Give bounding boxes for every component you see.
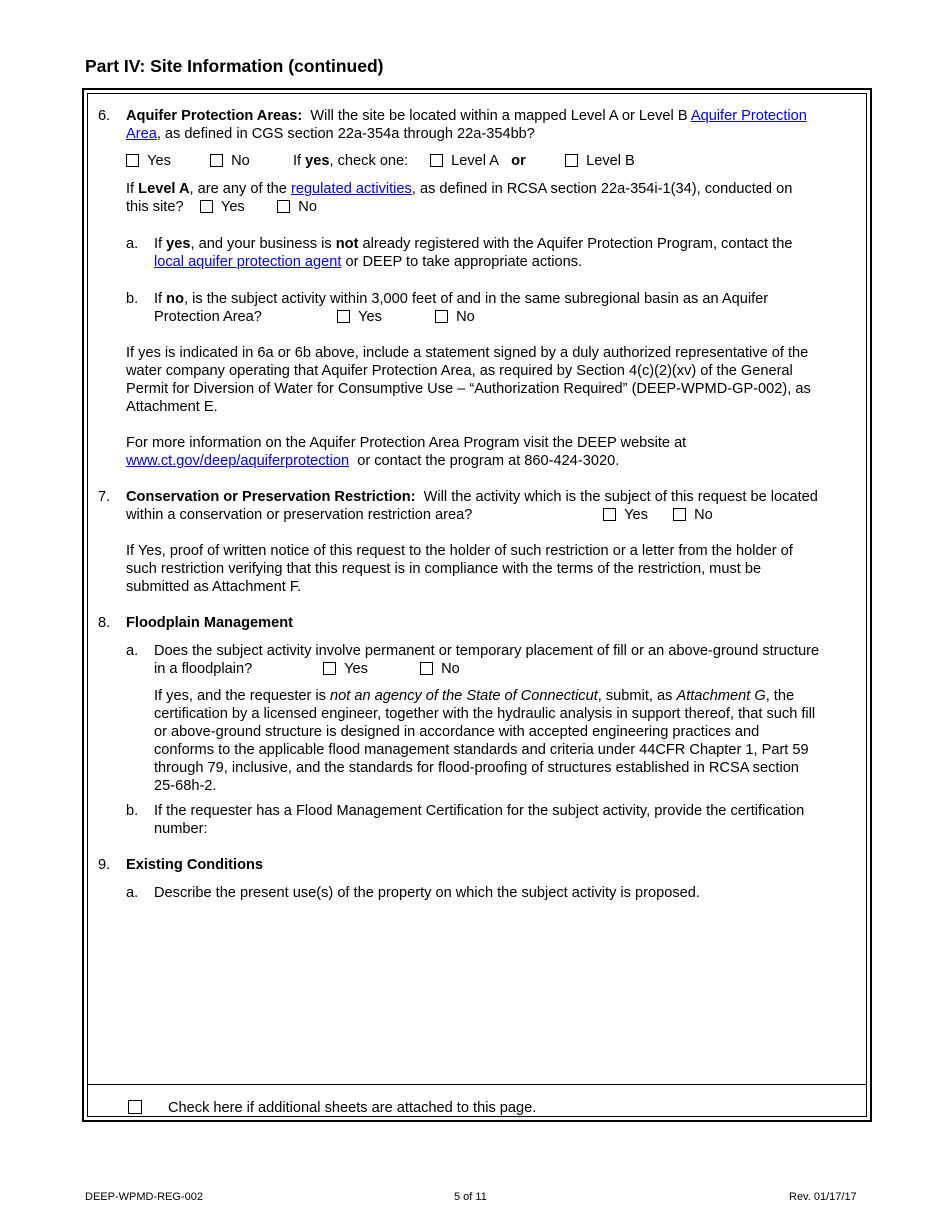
item-8a-no-checkbox[interactable] <box>420 662 433 675</box>
regulated-activities-link[interactable]: regulated activities <box>290 181 412 197</box>
more-info-line1: For more information on the Aquifer Protection Area Program visit the DEEP website at <box>126 435 687 451</box>
attachment-e-text-l3: Permit for Diversion of Water for Consumptive Use – “Authorization Required” (DEEP-WPMD-GP-002), as <box>126 381 811 397</box>
level-a-no-option[interactable]: No <box>277 199 317 215</box>
item-6b-line1: If no, is the subject activity within 3,000 feet of and in the same subregional basin as an Aquifer <box>154 291 769 307</box>
level-a-question-line2: this site? Yes No <box>126 199 317 215</box>
section-7-line1: Conservation or Preservation Restriction: Will the activity which is the subject of this request be located <box>126 489 818 505</box>
additional-sheets-label: Check here if additional sheets are attached to this page. <box>168 1100 537 1116</box>
level-a-yes-checkbox[interactable] <box>200 200 213 213</box>
section-6-heading: Aquifer Protection Areas: <box>126 108 303 124</box>
form-box-inner <box>87 93 867 1117</box>
item-6a-line1: If yes, and your business is not already registered with the Aquifer Protection Program, contact the <box>154 236 793 252</box>
more-info-line2: www.ct.gov/deep/aquiferprotection or contact the program at 860-424-3020. <box>126 453 620 469</box>
form-box <box>82 88 872 1122</box>
additional-sheets-checkbox[interactable] <box>128 1100 142 1114</box>
deep-website-link[interactable]: www.ct.gov/deep/aquiferprotection <box>126 453 350 469</box>
section-7-no-checkbox[interactable] <box>673 508 686 521</box>
divider-line <box>88 1084 866 1085</box>
item-8a-yes-option[interactable]: Yes <box>323 660 368 678</box>
section-8-number: 8. <box>98 615 111 631</box>
section-7-no-option[interactable]: No <box>673 506 713 524</box>
item-6b-no-checkbox[interactable] <box>435 310 448 323</box>
level-check-prompt: If yes, check one: <box>293 153 409 169</box>
item-6b-letter: b. <box>126 291 139 307</box>
yes-label: Yes <box>147 153 171 169</box>
attachment-e-text-l4: Attachment E. <box>126 399 218 415</box>
attachment-g-text-l2: certification by a licensed engineer, together with the hydraulic analysis in support thereof, that such fill <box>154 706 816 722</box>
attachment-g-text-l1: If yes, and the requester is not an agency of the State of Connecticut, submit, as Attachment G, the <box>154 688 795 704</box>
item-6b-yes-checkbox[interactable] <box>337 310 350 323</box>
level-a-no-checkbox[interactable] <box>277 200 290 213</box>
section-7-heading: Conservation or Preservation Restriction: <box>126 489 416 505</box>
level-a-checkbox[interactable] <box>430 154 443 167</box>
additional-sheets-option[interactable] <box>128 1099 142 1117</box>
section-6-number: 6. <box>98 108 111 124</box>
item-9a-text: Describe the present use(s) of the property on which the subject activity is proposed. <box>154 885 700 901</box>
section-6-question: Will the site be located within a mapped Level A or Level B <box>310 108 688 124</box>
item-8b-letter: b. <box>126 803 139 819</box>
attachment-g-text-l4: conforms to the applicable flood management standards and criteria under 44CFR Chapter 1, Part 59 <box>154 742 809 758</box>
item-8a-letter: a. <box>126 643 139 659</box>
item-6a-letter: a. <box>126 236 139 252</box>
attachment-f-text-l1: If Yes, proof of written notice of this request to the holder of such restriction or a letter from the holder of <box>126 543 793 559</box>
item-8a-line2: in a floodplain? <box>154 661 253 677</box>
footer-page-number: 5 of 11 <box>454 1191 487 1203</box>
footer-form-id: DEEP-WPMD-REG-002 <box>85 1191 203 1203</box>
attachment-g-text-l5: through 79, inclusive, and the standards for flood-proofing of structures established in RCSA section <box>154 760 799 776</box>
item-8a-yes-checkbox[interactable] <box>323 662 336 675</box>
section-7-yes-checkbox[interactable] <box>603 508 616 521</box>
section-7-line2: within a conservation or preservation restriction area? <box>126 507 473 523</box>
item-8a-line1: Does the subject activity involve permanent or temporary placement of fill or an above-ground structure <box>154 643 820 659</box>
page-title: Part IV: Site Information (continued) <box>85 56 384 76</box>
section-6-no-checkbox[interactable] <box>210 154 223 167</box>
attachment-g-text-l6: 25-68h-2. <box>154 778 217 794</box>
item-6a-line2: local aquifer protection agent or DEEP to take appropriate actions. <box>154 254 583 270</box>
section-6-line1 <box>126 107 807 125</box>
no-label: No <box>231 153 250 169</box>
attachment-e-text-l1: If yes is indicated in 6a or 6b above, include a statement signed by a duly authorized representative of the <box>126 345 809 361</box>
level-a-yes-option[interactable]: Yes <box>200 199 245 215</box>
section-6-yes-checkbox[interactable] <box>126 154 139 167</box>
footer-revision: Rev. 01/17/17 <box>789 1191 857 1203</box>
level-a-option[interactable]: Level A or <box>430 152 526 170</box>
item-6b-yes-option[interactable]: Yes <box>337 308 382 326</box>
section-6-no-option[interactable] <box>210 152 250 170</box>
attachment-g-text-l3: or above-ground structure is designed in accordance with accepted engineering practices and <box>154 724 760 740</box>
item-6b-no-option[interactable]: No <box>435 308 475 326</box>
level-b-option[interactable]: Level B <box>565 152 635 170</box>
section-6-yes-option[interactable] <box>126 152 171 170</box>
section-9-heading: Existing Conditions <box>126 857 264 873</box>
level-a-question: If Level A, are any of the regulated activities, as defined in RCSA section 22a-354i-1(34), conducted on <box>126 181 793 197</box>
attachment-e-text-l2: water company operating that Aquifer Protection Area, as required by Section 4(c)(2)(xv) of the General <box>126 363 793 379</box>
section-8-heading: Floodplain Management <box>126 615 294 631</box>
section-6-question-cont: , as defined in CGS section 22a-354a through 22a-354bb? <box>156 126 535 142</box>
item-6b-line2: Protection Area? <box>154 309 262 325</box>
level-b-checkbox[interactable] <box>565 154 578 167</box>
aquifer-protection-link-cont[interactable]: Area <box>126 126 157 142</box>
item-8b-line2: number: <box>154 821 208 837</box>
local-aquifer-agent-link[interactable]: local aquifer protection agent <box>154 254 342 270</box>
attachment-f-text-l3: submitted as Attachment F. <box>126 579 302 595</box>
section-6-line2 <box>126 125 535 143</box>
item-8b-line1: If the requester has a Flood Management Certification for the subject activity, provide the certification <box>154 803 805 819</box>
aquifer-protection-link[interactable]: Aquifer Protection <box>690 108 807 124</box>
section-9-number: 9. <box>98 857 111 873</box>
attachment-f-text-l2: such restriction verifying that this request is in compliance with the terms of the restriction, must be <box>126 561 762 577</box>
section-7-yes-option[interactable]: Yes <box>603 506 648 524</box>
item-9a-letter: a. <box>126 885 139 901</box>
section-7-number: 7. <box>98 489 111 505</box>
item-8a-no-option[interactable]: No <box>420 660 460 678</box>
